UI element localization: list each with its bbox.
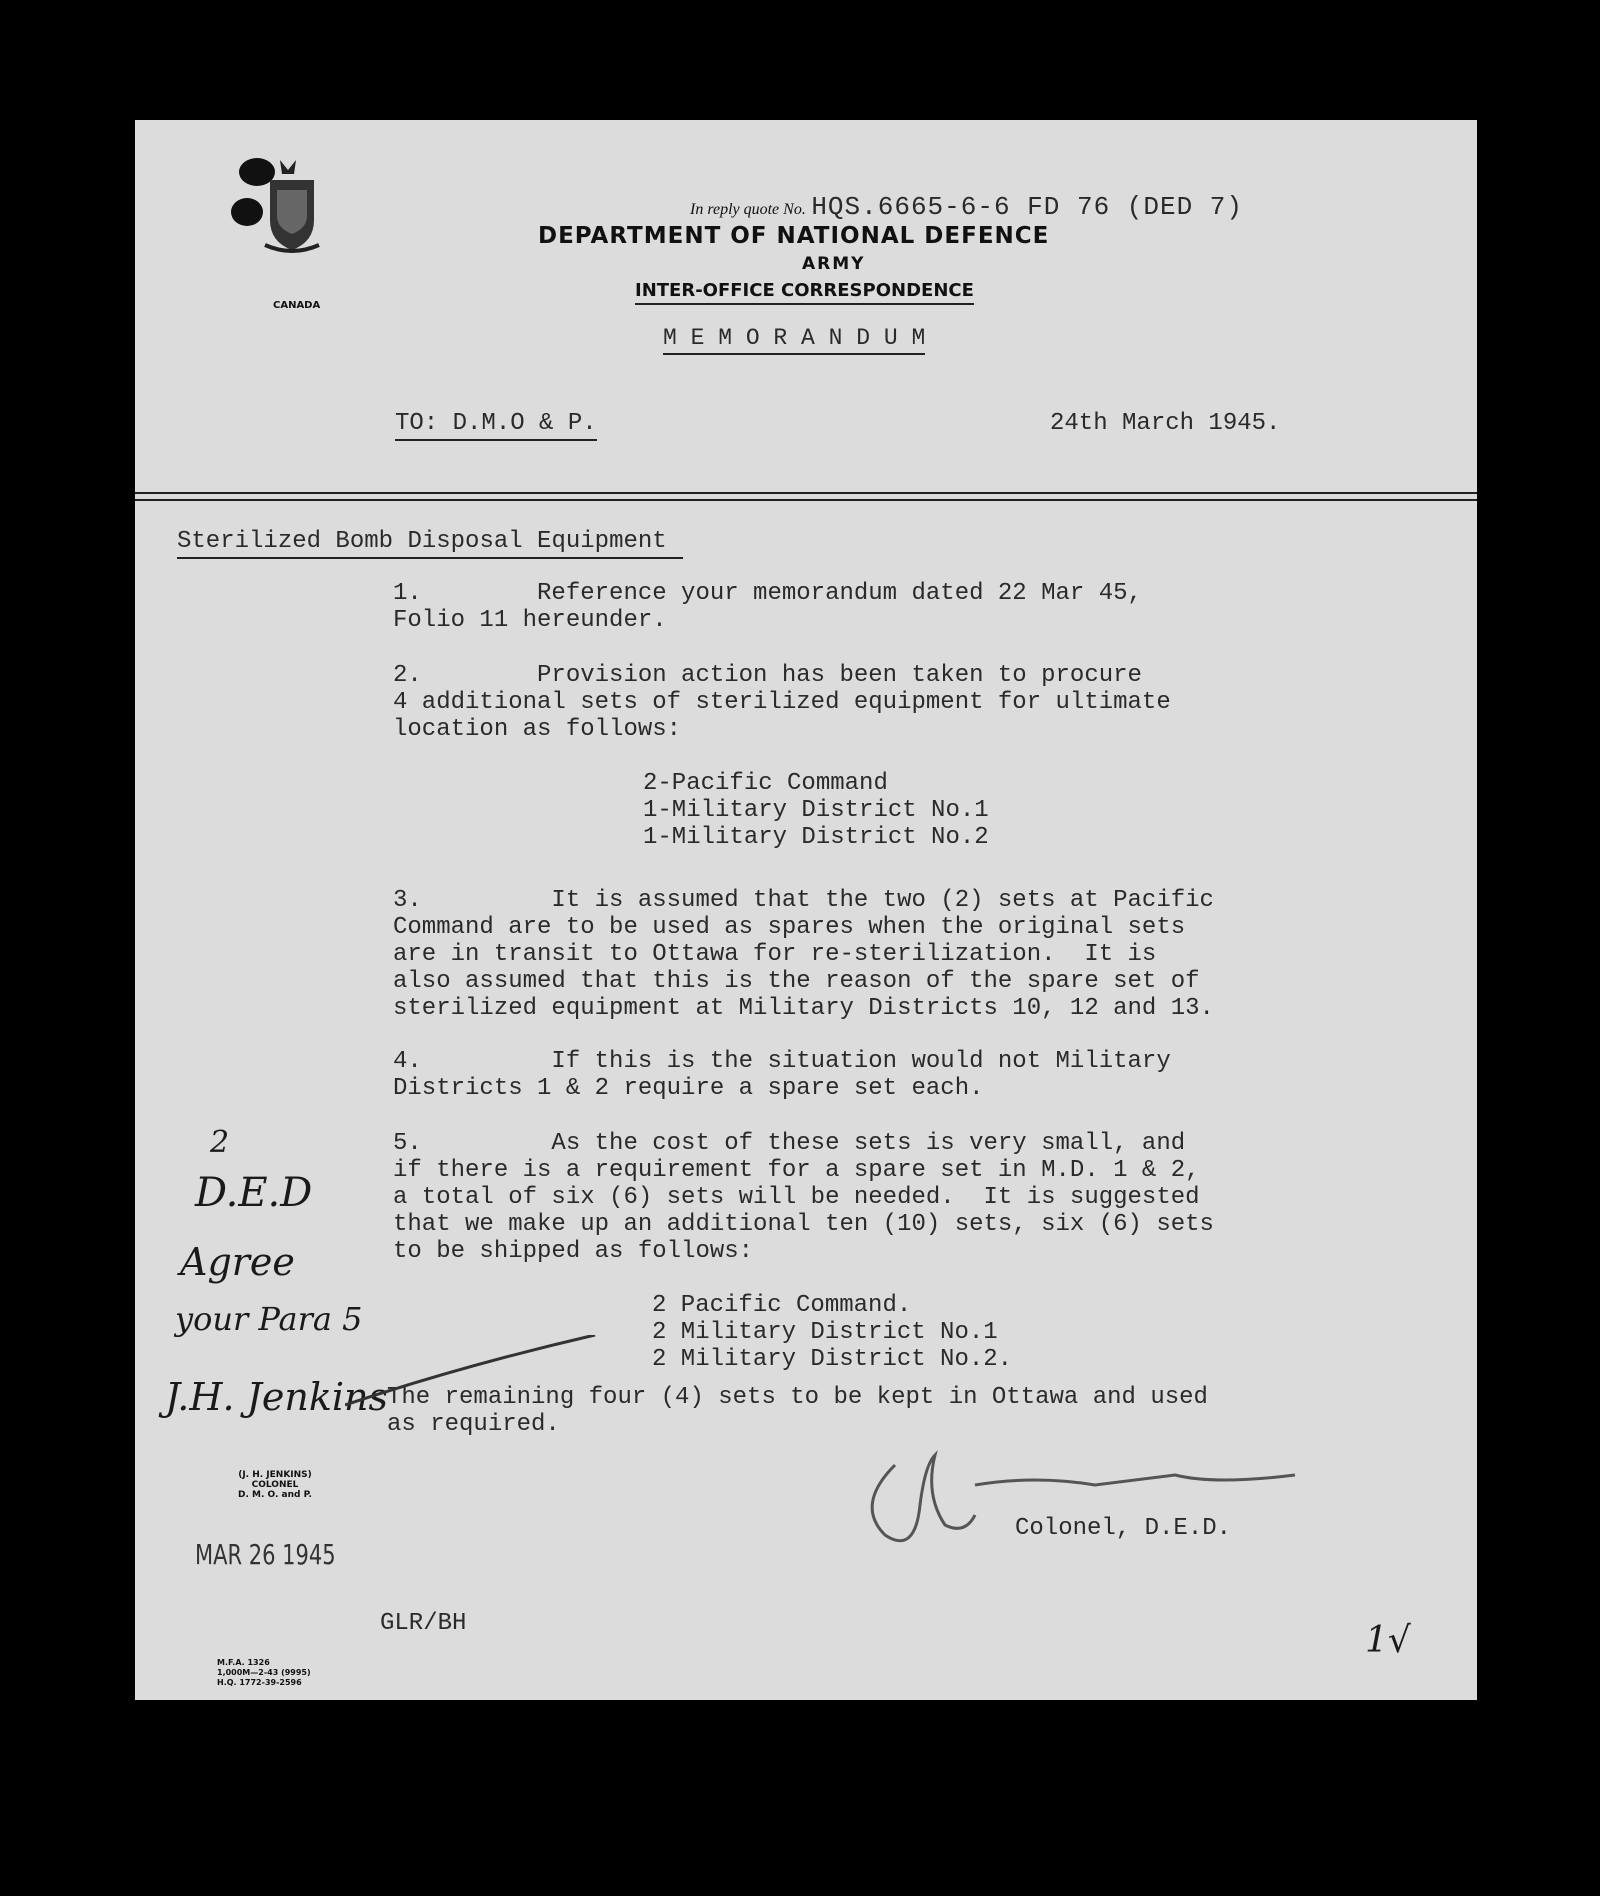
corner-mark: 1√ — [1365, 1620, 1411, 1661]
annotation-agree: Agree — [180, 1240, 295, 1284]
text-line: The remaining four (4) sets to be kept in Ottawa and used — [387, 1384, 1208, 1411]
text-line: that we make up an additional ten (10) sets, six (6) sets — [393, 1211, 1214, 1238]
list-item: 2 Pacific Command. — [652, 1292, 912, 1319]
text-line: are in transit to Ottawa for re-sterilization. It is — [393, 941, 1157, 968]
annotation-flourish — [345, 1335, 605, 1415]
memo-date: 24th March 1945. — [1050, 410, 1281, 437]
addressee: TO: D.M.O & P. — [395, 410, 597, 441]
paragraph-2 — [393, 662, 1171, 743]
correspondence-type: INTER-OFFICE CORRESPONDENCE — [635, 280, 974, 305]
memo-title: M E M O R A N D U M — [663, 325, 925, 355]
department-name: DEPARTMENT OF NATIONAL DEFENCE — [538, 223, 1050, 249]
location-list-1 — [643, 770, 989, 851]
list-item: 2 Military District No.2. — [652, 1346, 1013, 1373]
text-line: 3. It is assumed that the two (2) sets at Pacific — [393, 887, 1214, 914]
text-line: Command are to be used as spares when the original sets — [393, 914, 1186, 941]
reference-line — [690, 192, 1243, 222]
form-line: H.Q. 1772-39-2596 — [217, 1678, 302, 1687]
crest-label: CANADA — [273, 300, 321, 311]
initials: GLR/BH — [380, 1610, 467, 1637]
paragraph-5 — [393, 1130, 1214, 1265]
crest-icon — [225, 150, 335, 270]
text-line: 2. Provision action has been taken to procure — [393, 662, 1142, 689]
annotation-signature: J.H. Jenkins — [165, 1375, 389, 1419]
reference-prefix: In reply quote No. — [690, 201, 806, 218]
text-line: a total of six (6) sets will be needed. It is suggested — [393, 1184, 1200, 1211]
branch-name: ARMY — [802, 254, 866, 274]
text-line: as required. — [387, 1411, 560, 1438]
annotation-ded: D.E.D — [195, 1170, 313, 1216]
form-line: 1,000M—2-43 (9995) — [217, 1668, 311, 1677]
stamp-line: (J. H. JENKINS) — [238, 1470, 312, 1480]
text-line: 5. As the cost of these sets is very small, and — [393, 1130, 1186, 1157]
reference-number: HQS.6665-6-6 FD 76 (DED 7) — [811, 192, 1243, 222]
annotation-stamp — [215, 1470, 335, 1500]
date-stamp: MAR 26 1945 — [195, 1538, 336, 1571]
signature-title: Colonel, D.E.D. — [1015, 1515, 1232, 1542]
list-item: 1-Military District No.2 — [643, 824, 989, 851]
text-line: also assumed that this is the reason of the spare set of — [393, 968, 1200, 995]
text-line: Folio 11 hereunder. — [393, 607, 667, 634]
memo-page — [135, 120, 1477, 1700]
list-item: 2-Pacific Command — [643, 770, 888, 797]
text-line: 4 additional sets of sterilized equipment for ultimate — [393, 689, 1171, 716]
location-list-2 — [652, 1292, 1012, 1373]
list-item: 2 Military District No.1 — [652, 1319, 998, 1346]
paragraph-1 — [393, 580, 1142, 634]
stamp-line: D. M. O. and P. — [238, 1490, 312, 1500]
annotation-number: 2 — [210, 1125, 230, 1160]
subject: Sterilized Bomb Disposal Equipment — [177, 528, 683, 559]
text-line: to be shipped as follows: — [393, 1238, 754, 1265]
text-line: Districts 1 & 2 require a spare set each. — [393, 1075, 984, 1102]
text-line: 4. If this is the situation would not Military — [393, 1048, 1171, 1075]
text-line: if there is a requirement for a spare set in M.D. 1 & 2, — [393, 1157, 1200, 1184]
header-divider — [135, 492, 1477, 494]
form-number — [217, 1658, 311, 1688]
paragraph-4 — [393, 1048, 1171, 1102]
header-divider-second — [135, 499, 1477, 501]
text-line: sterilized equipment at Military Districts 10, 12 and 13. — [393, 995, 1214, 1022]
list-item: 1-Military District No.1 — [643, 797, 989, 824]
text-line: location as follows: — [393, 716, 682, 743]
text-line: 1. Reference your memorandum dated 22 Mar 45, — [393, 580, 1142, 607]
stamp-line: COLONEL — [251, 1480, 299, 1490]
paragraph-3 — [393, 887, 1214, 1022]
form-line: M.F.A. 1326 — [217, 1658, 270, 1667]
annotation-para: your Para 5 — [175, 1300, 363, 1338]
